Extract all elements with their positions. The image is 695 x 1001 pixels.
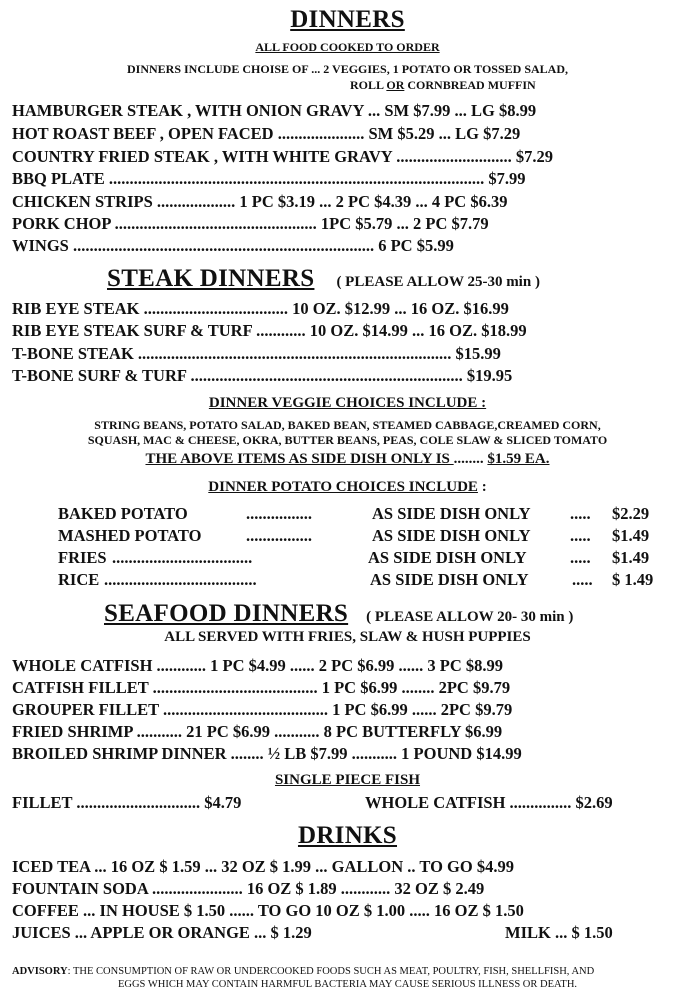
potato-side-rice: AS SIDE DISH ONLY	[370, 570, 529, 589]
menu-item-whole-catfish: WHOLE CATFISH ............ 1 PC $4.99 ...... 2 PC $6.99 ...... 3 PC $8.99	[12, 656, 504, 675]
veggie-list-line-2: SQUASH, MAC & CHEESE, OKRA, BUTTER BEANS, PEAS, COLE SLAW & SLICED TOMATO	[87, 433, 608, 447]
potato-price-mashed: $1.49	[612, 526, 650, 545]
potato-dots-rice: .....................................	[104, 570, 257, 589]
cooked-to-order-note: ALL FOOD COOKED TO ORDER	[255, 40, 440, 54]
menu-item-juices: JUICES ... APPLE OR ORANGE ... $ 1.29	[12, 923, 312, 942]
menu-item-rib-eye-steak: RIB EYE STEAK ................................... 10 OZ. $12.99 ... 16 OZ. $16.99	[12, 299, 509, 318]
potato-dots2-fries: .....	[570, 548, 591, 567]
dinners-include-line-2: ROLL OR CORNBREAD MUFFIN	[350, 78, 536, 92]
menu-item-fried-shrimp: FRIED SHRIMP ........... 21 PC $6.99 ........... 8 PC BUTTERFLY $6.99	[12, 722, 503, 741]
menu-item-bbq-plate: BBQ PLATE ........................................................................................... $7.99	[12, 169, 526, 188]
potato-price-fries: $1.49	[612, 548, 650, 567]
advisory-label: ADVISORY	[12, 966, 68, 977]
potato-name-mashed: MASHED POTATO	[58, 526, 202, 545]
menu-item-fountain-soda: FOUNTAIN SODA ...................... 16 OZ $ 1.89 ............ 32 OZ $ 2.49	[12, 879, 485, 898]
menu-item-t-bone-steak: T-BONE STEAK ............................................................................ $15.99	[12, 344, 501, 363]
drinks-title: DRINKS	[297, 822, 398, 849]
potato-side-fries: AS SIDE DISH ONLY	[368, 548, 527, 567]
menu-item-hot-roast-beef: HOT ROAST BEEF , OPEN FACED ..................... SM $5.29 ... LG $7.29	[12, 124, 521, 143]
steak-dinners-title: STEAK DINNERS	[107, 265, 315, 292]
seafood-dinners-header	[104, 600, 573, 628]
potato-dots-baked: ................	[246, 504, 312, 523]
menu-item-hamburger-steak: HAMBURGER STEAK , WITH ONION GRAVY ... SM $7.99 ... LG $8.99	[12, 101, 537, 120]
menu-item-milk: MILK ... $ 1.50	[505, 923, 613, 942]
seafood-dinners-note: ( PLEASE ALLOW 20- 30 min )	[366, 609, 574, 625]
potato-choices-title: DINNER POTATO CHOICES INCLUDE :	[208, 479, 487, 495]
menu-item-iced-tea: ICED TEA ... 16 OZ $ 1.59 ... 32 OZ $ 1.99 ... GALLON .. TO GO $4.99	[12, 857, 514, 876]
potato-dots2-rice: .....	[572, 570, 593, 589]
potato-dots-mashed: ................	[246, 526, 312, 545]
potato-price-baked: $2.29	[612, 504, 650, 523]
steak-dinners-header	[107, 265, 540, 293]
potato-name-rice: RICE	[58, 570, 100, 589]
menu-item-country-fried-steak: COUNTRY FRIED STEAK , WITH WHITE GRAVY ............................ $7.29	[12, 147, 553, 166]
menu-item-t-bone-surf-turf: T-BONE SURF & TURF .................................................................. $19.95	[12, 366, 513, 385]
potato-side-mashed: AS SIDE DISH ONLY	[372, 526, 531, 545]
dinners-title: DINNERS	[290, 6, 405, 33]
single-piece-fish-title: SINGLE PIECE FISH	[274, 772, 421, 788]
potato-side-baked: AS SIDE DISH ONLY	[372, 504, 531, 523]
menu-item-pork-chop: PORK CHOP ................................................. 1PC $5.79 ... 2 PC $7.79	[12, 214, 489, 233]
advisory-line-2: EGGS WHICH MAY CONTAIN HARMFUL BACTERIA MAY CAUSE SERIOUS ILLNESS OR DEATH.	[117, 979, 578, 990]
menu-item-single-whole-catfish: WHOLE CATFISH ............... $2.69	[365, 793, 613, 812]
menu-item-chicken-strips: CHICKEN STRIPS ................... 1 PC $3.19 ... 2 PC $4.39 ... 4 PC $6.39	[12, 192, 508, 211]
menu-item-coffee: COFFEE ... IN HOUSE $ 1.50 ...... TO GO 10 OZ $ 1.00 ..... 16 OZ $ 1.50	[12, 901, 524, 920]
advisory-line-1: ADVISORY: THE CONSUMPTION OF RAW OR UNDERCOOKED FOODS SUCH AS MEAT, POULTRY, FISH, SHELLFISH, AND	[12, 966, 595, 977]
potato-dots2-mashed: .....	[570, 526, 591, 545]
menu-item-catfish-fillet: CATFISH FILLET ........................................ 1 PC $6.99 ........ 2PC $9.79	[12, 678, 511, 697]
veggie-side-dish-price: THE ABOVE ITEMS AS SIDE DISH ONLY IS ........ $1.59 EA.	[145, 451, 550, 467]
menu-item-wings: WINGS ......................................................................... 6 PC $5.99	[12, 236, 454, 255]
seafood-dinners-title: SEAFOOD DINNERS	[104, 600, 349, 627]
menu-item-broiled-shrimp-dinner: BROILED SHRIMP DINNER ........ ½ LB $7.99 ........... 1 POUND $14.99	[12, 744, 522, 763]
potato-name-fries: FRIES	[58, 548, 107, 567]
steak-dinners-note: ( PLEASE ALLOW 25-30 min )	[336, 274, 540, 290]
potato-name-baked: BAKED POTATO	[58, 504, 188, 523]
potato-dots-fries: ..................................	[112, 548, 253, 567]
potato-price-rice: $ 1.49	[612, 570, 654, 589]
menu-item-single-fillet: FILLET .............................. $4.79	[12, 793, 242, 812]
menu-item-rib-eye-surf-turf: RIB EYE STEAK SURF & TURF ............ 10 OZ. $14.99 ... 16 OZ. $18.99	[12, 321, 527, 340]
potato-dots2-baked: .....	[570, 504, 591, 523]
veggie-list-line-1: STRING BEANS, POTATO SALAD, BAKED BEAN, STEAMED CABBAGE,CREAMED CORN,	[94, 418, 601, 432]
seafood-served-with-note: ALL SERVED WITH FRIES, SLAW & HUSH PUPPIES	[164, 629, 531, 645]
menu-item-grouper-fillet: GROUPER FILLET ........................................ 1 PC $6.99 ...... 2PC $9.79	[12, 700, 513, 719]
dinners-include-line-1: DINNERS INCLUDE CHOISE OF ... 2 VEGGIES, 1 POTATO OR TOSSED SALAD,	[127, 62, 568, 76]
veggie-choices-title: DINNER VEGGIE CHOICES INCLUDE :	[208, 395, 487, 411]
